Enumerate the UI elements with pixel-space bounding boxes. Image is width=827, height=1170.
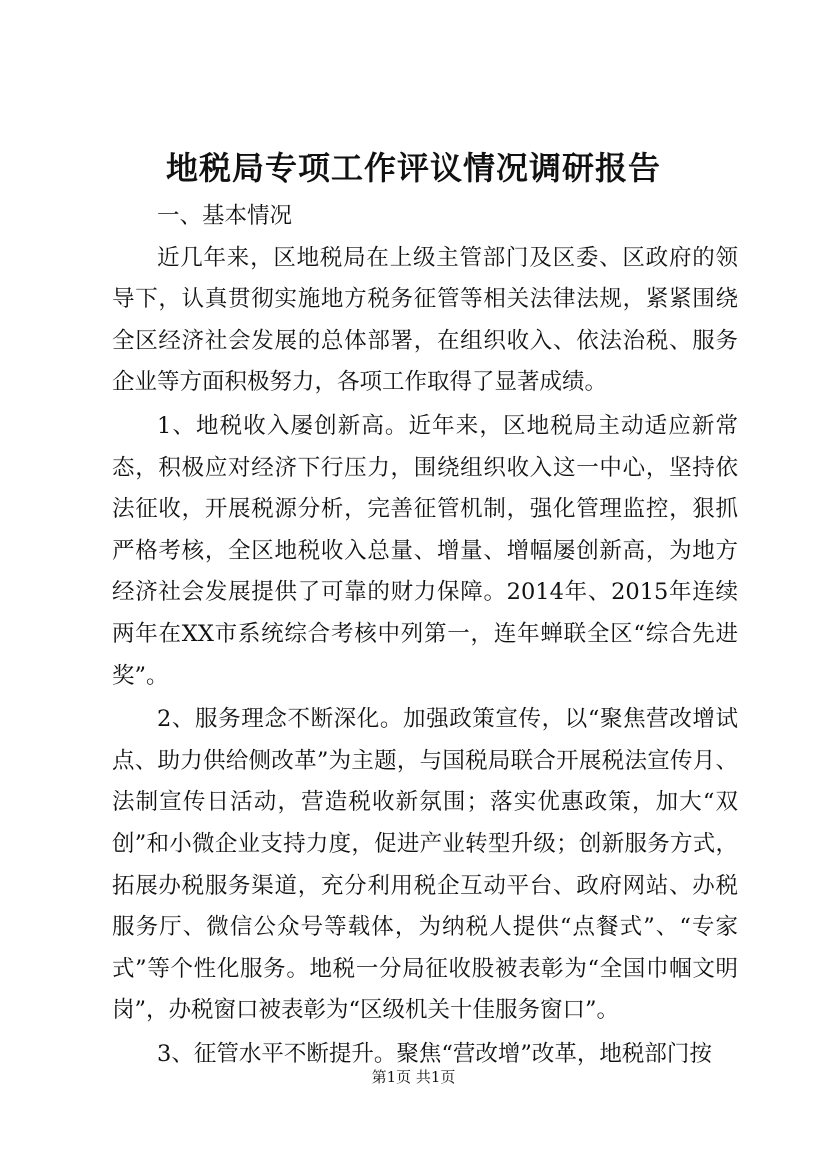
paragraph-item-1: 1、地税收入屡创新高。近年来，区地税局主动适应新常态，积极应对经济下行压力，围绕组织收入这一中心，坚持依法征收，开展税源分析，完善征管机制，强化管理监控，狠抓严格考核，全区地税收入总量、增量、增幅屡创新高，为地方经济社会发展提供了可靠的财力保障。2014年、2015年连续两年在XX市系统综合考核中列第一，连年蝉联全区“综合先进奖”。 [112, 412, 738, 689]
section-heading: 一、基本情况 [157, 203, 293, 229]
paragraph-item-2: 2、服务理念不断深化。加强政策宣传，以“聚焦营改增试点、助力供给侧改革”为主题，与国税局联合开展税法宣传月、法制宣传日活动，营造税收新氛围；落实优惠政策，加大“双创”和小微企业支持力度，促进产业转型升级；创新服务方式，拓展办税服务渠道，充分利用税企互动平台、政府网站、办税服务厅、微信公众号等载体，为纳税人提供“点餐式”、“专家式”等个性化服务。地税一分局征收股被表彰为“全国巾帼文明岗”，办税窗口被表彰为“区级机关十佳服务窗口”。 [112, 706, 738, 1024]
document-body [112, 196, 738, 1075]
page-footer: 第1页 共1页 [371, 1068, 456, 1086]
paragraph-intro: 近几年来，区地税局在上级主管部门及区委、区政府的领导下，认真贯彻实施地方税务征管等相关法律法规，紧紧围绕全区经济社会发展的总体部署，在组织收入、依法治税、服务企业等方面积极努力，各项工作取得了显著成绩。 [112, 244, 738, 396]
document-title: 地税局专项工作评议情况调研报告 [165, 149, 661, 187]
paragraph-item-3: 3、征管水平不断提升。聚焦“营改增”改革，地税部门按 [157, 1040, 712, 1067]
